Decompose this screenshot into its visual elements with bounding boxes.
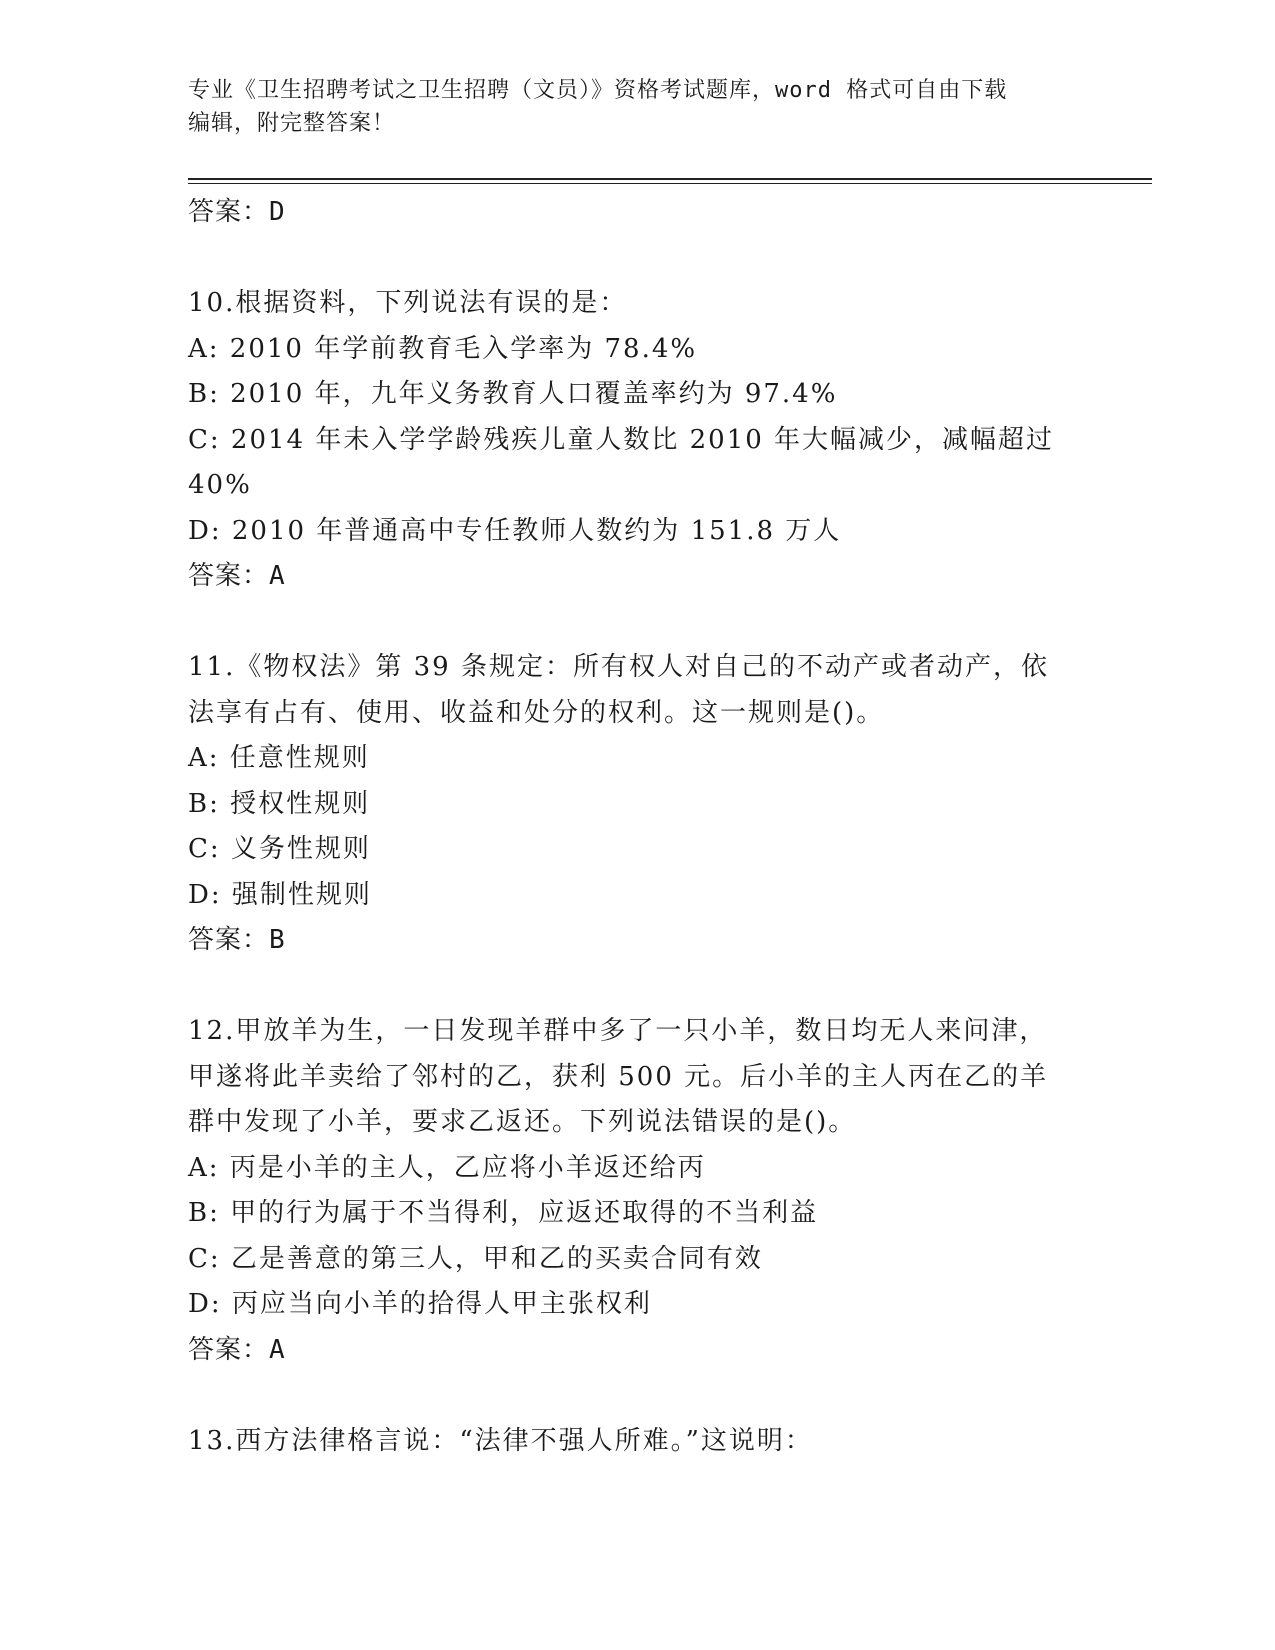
answer: 答案：A bbox=[188, 1334, 286, 1365]
question-content bbox=[188, 190, 1068, 1464]
option-c: C: 2014 年未入学学龄残疾儿童人数比 2010 年大幅减少，减幅超过 bbox=[188, 424, 1055, 455]
spacer bbox=[188, 1373, 1068, 1419]
question-stem: 10.根据资料，下列说法有误的是： bbox=[188, 288, 628, 318]
option-c: C: 乙是善意的第三人，甲和乙的买卖合同有效 bbox=[188, 1243, 763, 1274]
option-a: A: 丙是小羊的主人，乙应将小羊返还给丙 bbox=[188, 1152, 706, 1183]
question-13 bbox=[188, 1419, 1068, 1465]
question-12 bbox=[188, 1009, 1068, 1373]
option-d: D: 强制性规则 bbox=[188, 879, 372, 910]
question-stem: 11.《物权法》第 39 条规定：所有权人对自己的不动产或者动产，依 bbox=[188, 652, 1049, 682]
header-divider-thin bbox=[188, 183, 1152, 184]
option-c: C: 义务性规则 bbox=[188, 834, 371, 864]
document-header bbox=[188, 74, 1068, 140]
option-d: D: 2010 年普通高中专任教师人数约为 151.8 万人 bbox=[188, 515, 842, 546]
option-c-continued: 40% bbox=[188, 470, 252, 500]
option-a: A: 任意性规则 bbox=[188, 743, 370, 773]
header-line-2: 编辑，附完整答案！ bbox=[188, 111, 396, 136]
spacer bbox=[188, 600, 1068, 646]
question-stem-continued: 甲遂将此羊卖给了邻村的乙，获利 500 元。后小羊的主人丙在乙的羊 bbox=[188, 1061, 1049, 1092]
spacer bbox=[188, 236, 1068, 282]
option-a: A: 2010 年学前教育毛入学率为 78.4% bbox=[188, 333, 698, 364]
question-11 bbox=[188, 645, 1068, 964]
header-divider-thick bbox=[188, 178, 1152, 180]
question-stem: 12.甲放羊为生，一日发现羊群中多了一只小羊，数日均无人来问津， bbox=[188, 1016, 1048, 1046]
question-stem: 13.西方法律格言说：“法律不强人所难。”这说明： bbox=[188, 1425, 813, 1456]
option-b: B: 2010 年，九年义务教育人口覆盖率约为 97.4% bbox=[188, 379, 838, 409]
option-b: B: 授权性规则 bbox=[188, 788, 371, 819]
answer: 答案：B bbox=[188, 925, 286, 955]
question-10 bbox=[188, 281, 1068, 600]
option-d: D: 丙应当向小羊的拾得人甲主张权利 bbox=[188, 1289, 652, 1319]
option-b: B: 甲的行为属于不当得利，应返还取得的不当利益 bbox=[188, 1198, 819, 1228]
answer: 答案：A bbox=[188, 561, 286, 591]
spacer bbox=[188, 964, 1068, 1010]
question-stem-continued: 群中发现了小羊，要求乙返还。下列说法错误的是()。 bbox=[188, 1107, 857, 1137]
question-stem-continued: 法享有占有、使用、收益和处分的权利。这一规则是()。 bbox=[188, 697, 885, 728]
header-line-1: 专业《卫生招聘考试之卫生招聘（文员）》资格考试题库，word 格式可自由下载 bbox=[188, 78, 1008, 103]
previous-answer: 答案：D bbox=[188, 197, 286, 227]
